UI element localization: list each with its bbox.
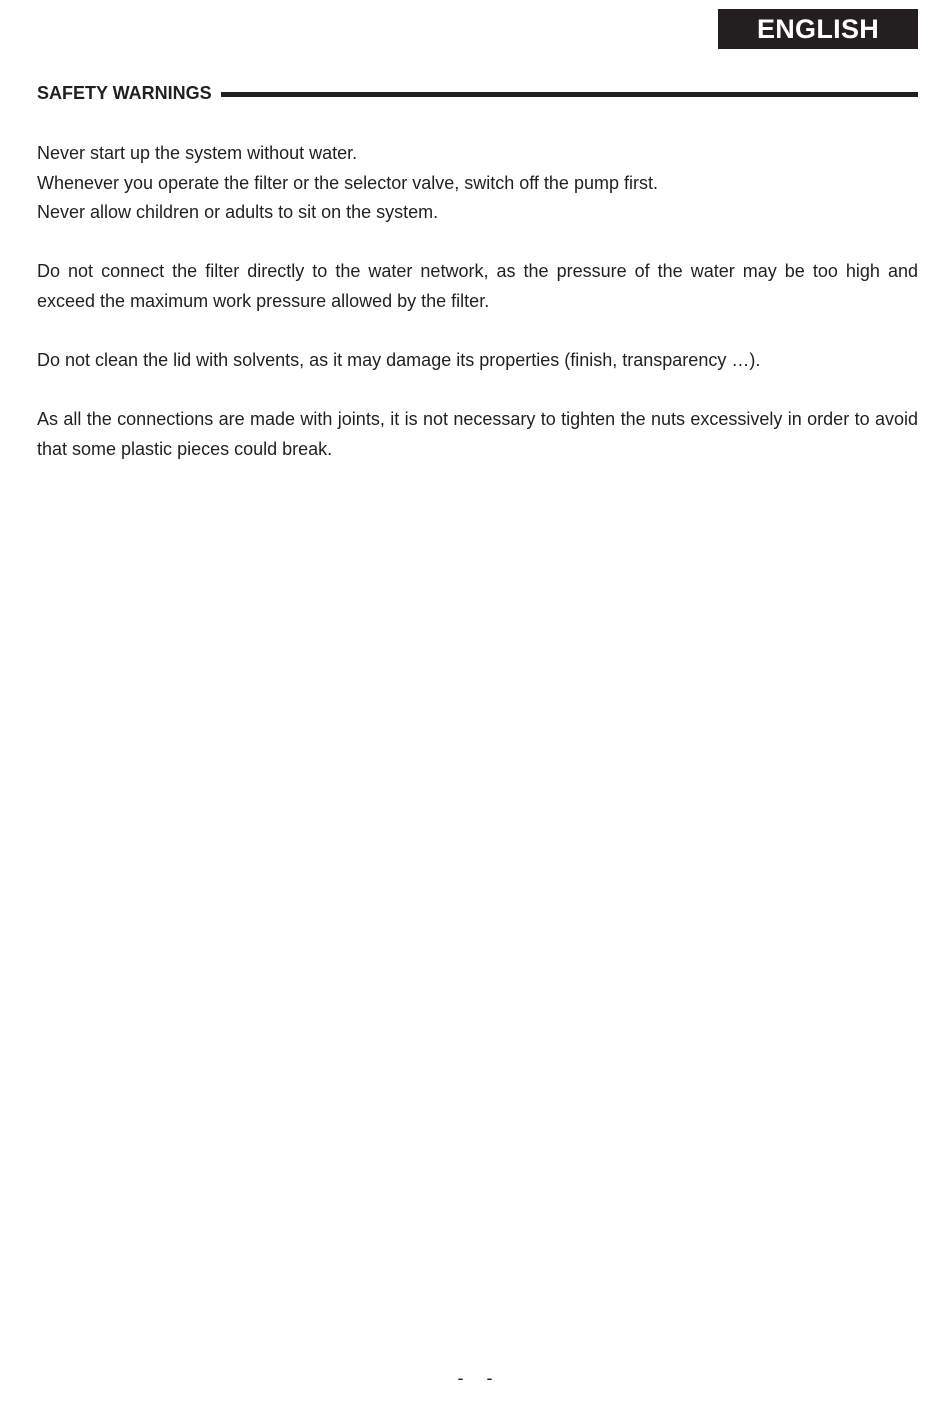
section-title: SAFETY WARNINGS bbox=[37, 82, 212, 103]
warning-line-switch-off-pump: Whenever you operate the filter or the selector valve, switch off the pump first. bbox=[37, 172, 658, 193]
section-divider bbox=[221, 92, 918, 97]
warnings-body bbox=[37, 139, 918, 494]
language-badge: ENGLISH bbox=[718, 9, 918, 49]
warning-line-no-sitting: Never allow children or adults to sit on the system. bbox=[37, 202, 439, 223]
warning-paragraph-water-network: Do not connect the filter directly to the water network, as the pressure of the water may be too high and exceed the maximum work pressure allowed by the filter. bbox=[37, 261, 918, 311]
warning-line-no-water: Never start up the system without water. bbox=[37, 143, 358, 163]
warning-paragraph-joints: As all the connections are made with joints, it is not necessary to tighten the nuts excessively in order to avoid that some plastic pieces could break. bbox=[37, 409, 918, 459]
page-number-marker: - - bbox=[457, 1368, 493, 1388]
warning-paragraph-lid-solvents: Do not clean the lid with solvents, as it may damage its properties (finish, transparency …). bbox=[37, 350, 761, 371]
section-header bbox=[37, 81, 918, 105]
warning-paragraph-1 bbox=[37, 139, 918, 228]
